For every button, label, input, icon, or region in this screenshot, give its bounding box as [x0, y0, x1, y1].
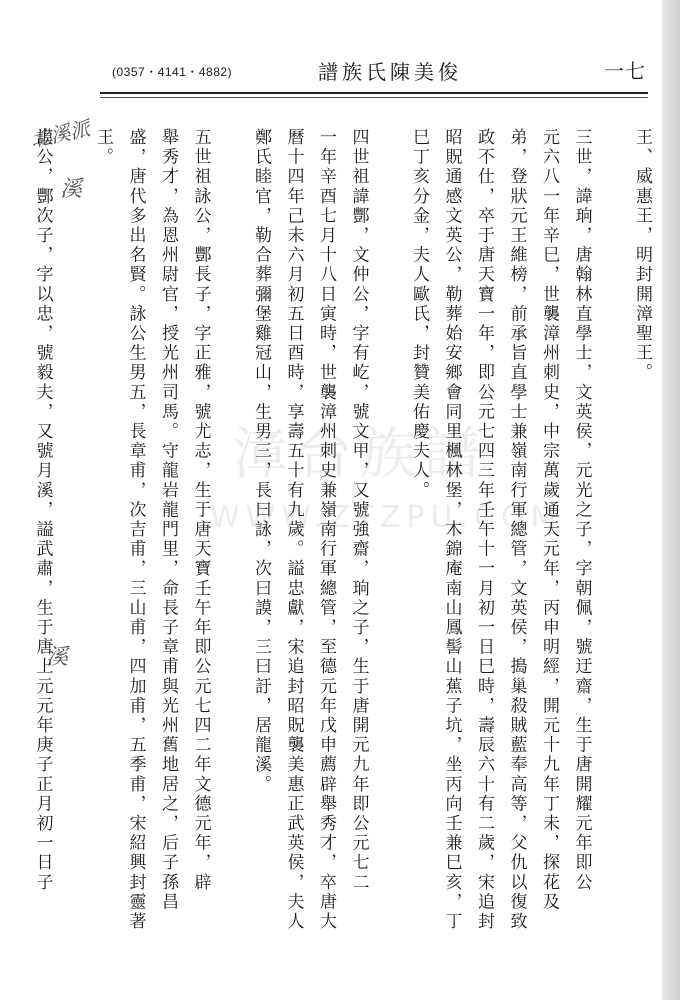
header-rule-thin [100, 97, 648, 98]
text-column: 曆十四年己未六月初五日酉時，享壽五十有九歲。謚忠獻，宋追封昭貺襲美惠正武英侯，夫人 [283, 128, 304, 932]
margin-note-stream-lower: 溪 [46, 645, 69, 670]
text-column: 舉秀才，為恩州尉官，授光州司馬。守龍岩龍門里，命長子章甫與光州舊地居之，后子孫昌 [158, 128, 178, 912]
header-phone-number: (0357・4141・4882) [112, 65, 233, 79]
text-column: 一年辛酉七月十八日寅時，世襲漳州刺史兼嶺南行軍總管，至德元年戊申薦辟舉秀才，卒唐大 [316, 128, 336, 932]
page-number: 一七 [604, 59, 646, 83]
header-rule [100, 92, 648, 94]
text-column: 元六八一年辛巳，世襲漳州刺史，中宗萬歲通天元年，丙申明經，開元十九年丁未，探花及 [539, 128, 559, 912]
text-column: 弟，登狀元王維榜，前承旨直學士兼嶺南行軍總管，文英侯，搗巢殺賊藍奉高等，父仇以復致 [506, 128, 527, 932]
text-column: 王。 [93, 128, 113, 168]
text-column: 四世祖諱酆，文仲公，字有屹，號文甲，又號強齋，珦之子，生于唐開元九年即公元七二 [348, 128, 369, 893]
watermark-url: WWW.ZTZPU.COM [210, 500, 563, 535]
text-column: 盛，唐代多出名賢。詠公生男五，長章甫，次吉甫，三山甫，四加甫，五季甫，宋紹興封靈著 [125, 128, 146, 932]
text-column: 王、威惠王，明封開漳聖王。 [632, 128, 652, 383]
margin-note-branch: 北溪派 [28, 115, 93, 152]
text-column: 謨公，酆次子，字以忠，號毅夫，又號月溪，謚武肅，生于唐上元元年庚子正月初一日子 [32, 128, 53, 893]
watermark-main: 漳台族譜 [232, 422, 488, 487]
text-column: 昭貺通感文英公，勒葬始安鄉會同里楓林堡，木錦庵南山鳳髻山蕉子坑，坐丙向壬兼巳亥，丁 [441, 128, 462, 932]
page-edge-shadow [662, 0, 680, 1000]
text-column: 三世，諱珦，唐翰林直學士，文英侯，元光之子，字朝佩，號迂齋，生于唐開耀元年即公 [571, 128, 592, 893]
text-column: 五世祖詠公，酆長子，字正雅，號尤志，生于唐天寶壬午年即公元七四二年文德元年，辟 [190, 128, 211, 893]
text-column: 巳丁亥分金，夫人歐氏，封贊美佑慶夫人。 [409, 128, 429, 501]
text-column: 政不仕，卒于唐天寶一年，即公元七四三年壬午十一月初一日巳時，壽辰六十有二歲，宋追封 [474, 128, 494, 932]
page-title: 譜族氏陳美俊 [318, 60, 462, 84]
margin-note-stream: 溪 [60, 177, 83, 202]
text-column: 鄭氏睦官，勒合葬彌堡雞冠山，生男三，長曰詠，次曰謨，三曰訏，居龍溪。 [251, 128, 271, 795]
